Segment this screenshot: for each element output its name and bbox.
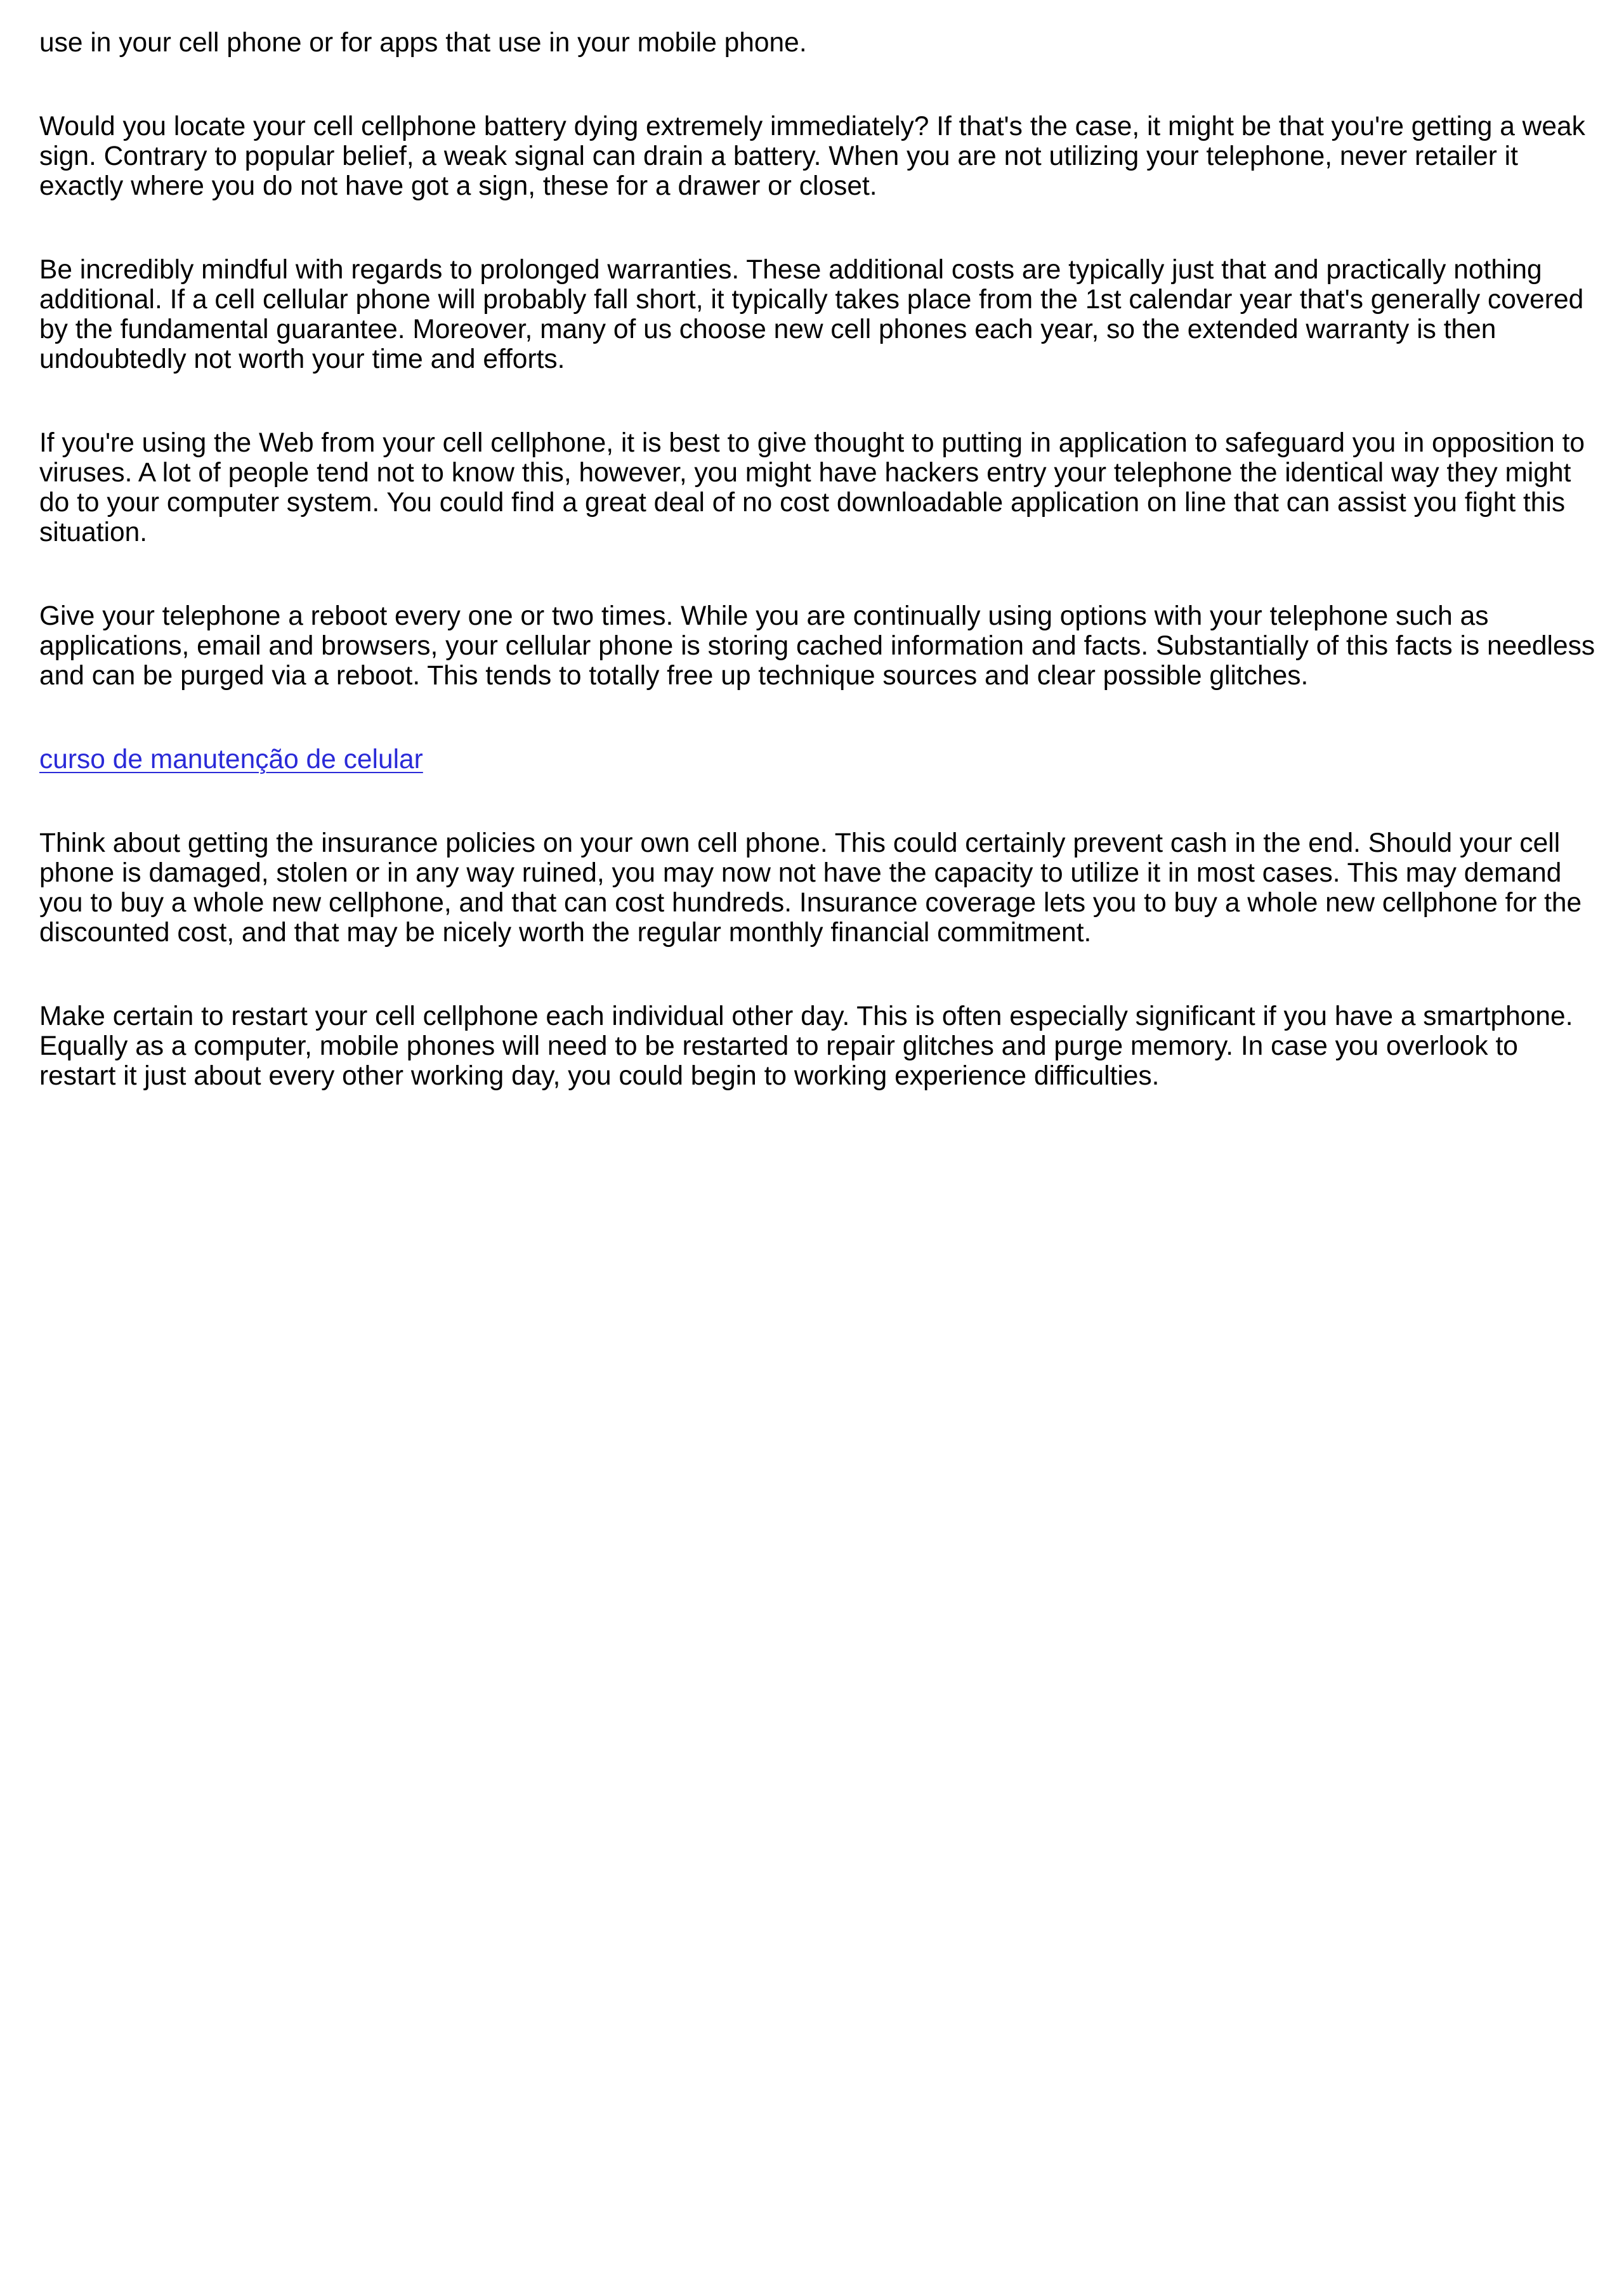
document-page — [39, 28, 1600, 1145]
paragraph-app-usage: use in your cell phone or for apps that use in your mobile phone. — [39, 28, 807, 58]
paragraph-battery-signal: Would you locate your cell cellphone battery dying extremely immediately? If that's the case, it might be that you're getting a weak sign. Contrary to popular belief, a weak signal can drain a battery. When you are not utilizing your telephone, never retailer it exactly where you do not have got a sign, these for a drawer or closet. — [39, 112, 1585, 201]
link-paragraph — [39, 745, 1600, 774]
course-link[interactable]: curso de manutenção de celular — [39, 745, 423, 774]
paragraph-restart: Make certain to restart your cell cellphone each individual other day. This is often especially significant if you have a smartphone. Equally as a computer, mobile phones will need to be restarted to repair glitches and purge memory. In case you overlook to restart it just about every other working day, you could begin to working experience difficulties. — [39, 1001, 1573, 1091]
paragraph-virus-protection: If you're using the Web from your cell cellphone, it is best to give thought to putting in application to safeguard you in opposition to viruses. A lot of people tend not to know this, however, you might have hackers entry your telephone the identical way they might do to your computer system. You could find a great deal of no cost downloadable application on line that can assist you fight this situation. — [39, 428, 1585, 547]
paragraph-insurance: Think about getting the insurance policies on your own cell phone. This could certainly prevent cash in the end. Should your cell phone is damaged, stolen or in any way ruined, you may now not have the capacity to utilize it in most cases. This may demand you to buy a whole new cellphone, and that can cost hundreds. Insurance coverage lets you to buy a whole new cellphone for the discounted cost, and that may be nicely worth the regular monthly financial commitment. — [39, 828, 1582, 948]
paragraph-reboot: Give your telephone a reboot every one or two times. While you are continually using options with your telephone such as applications, email and browsers, your cellular phone is storing cached information and facts. Substantially of this facts is needless and can be purged via a reboot. This tends to totally free up technique sources and clear possible glitches. — [39, 601, 1595, 691]
paragraph-extended-warranties: Be incredibly mindful with regards to prolonged warranties. These additional costs are typically just that and practically nothing additional. If a cell cellular phone will probably fall short, it typically takes place from the 1st calendar year that's generally covered by the fundamental guarantee. Moreover, many of us choose new cell phones each year, so the extended warranty is then undoubtedly not worth your time and efforts. — [39, 255, 1584, 374]
